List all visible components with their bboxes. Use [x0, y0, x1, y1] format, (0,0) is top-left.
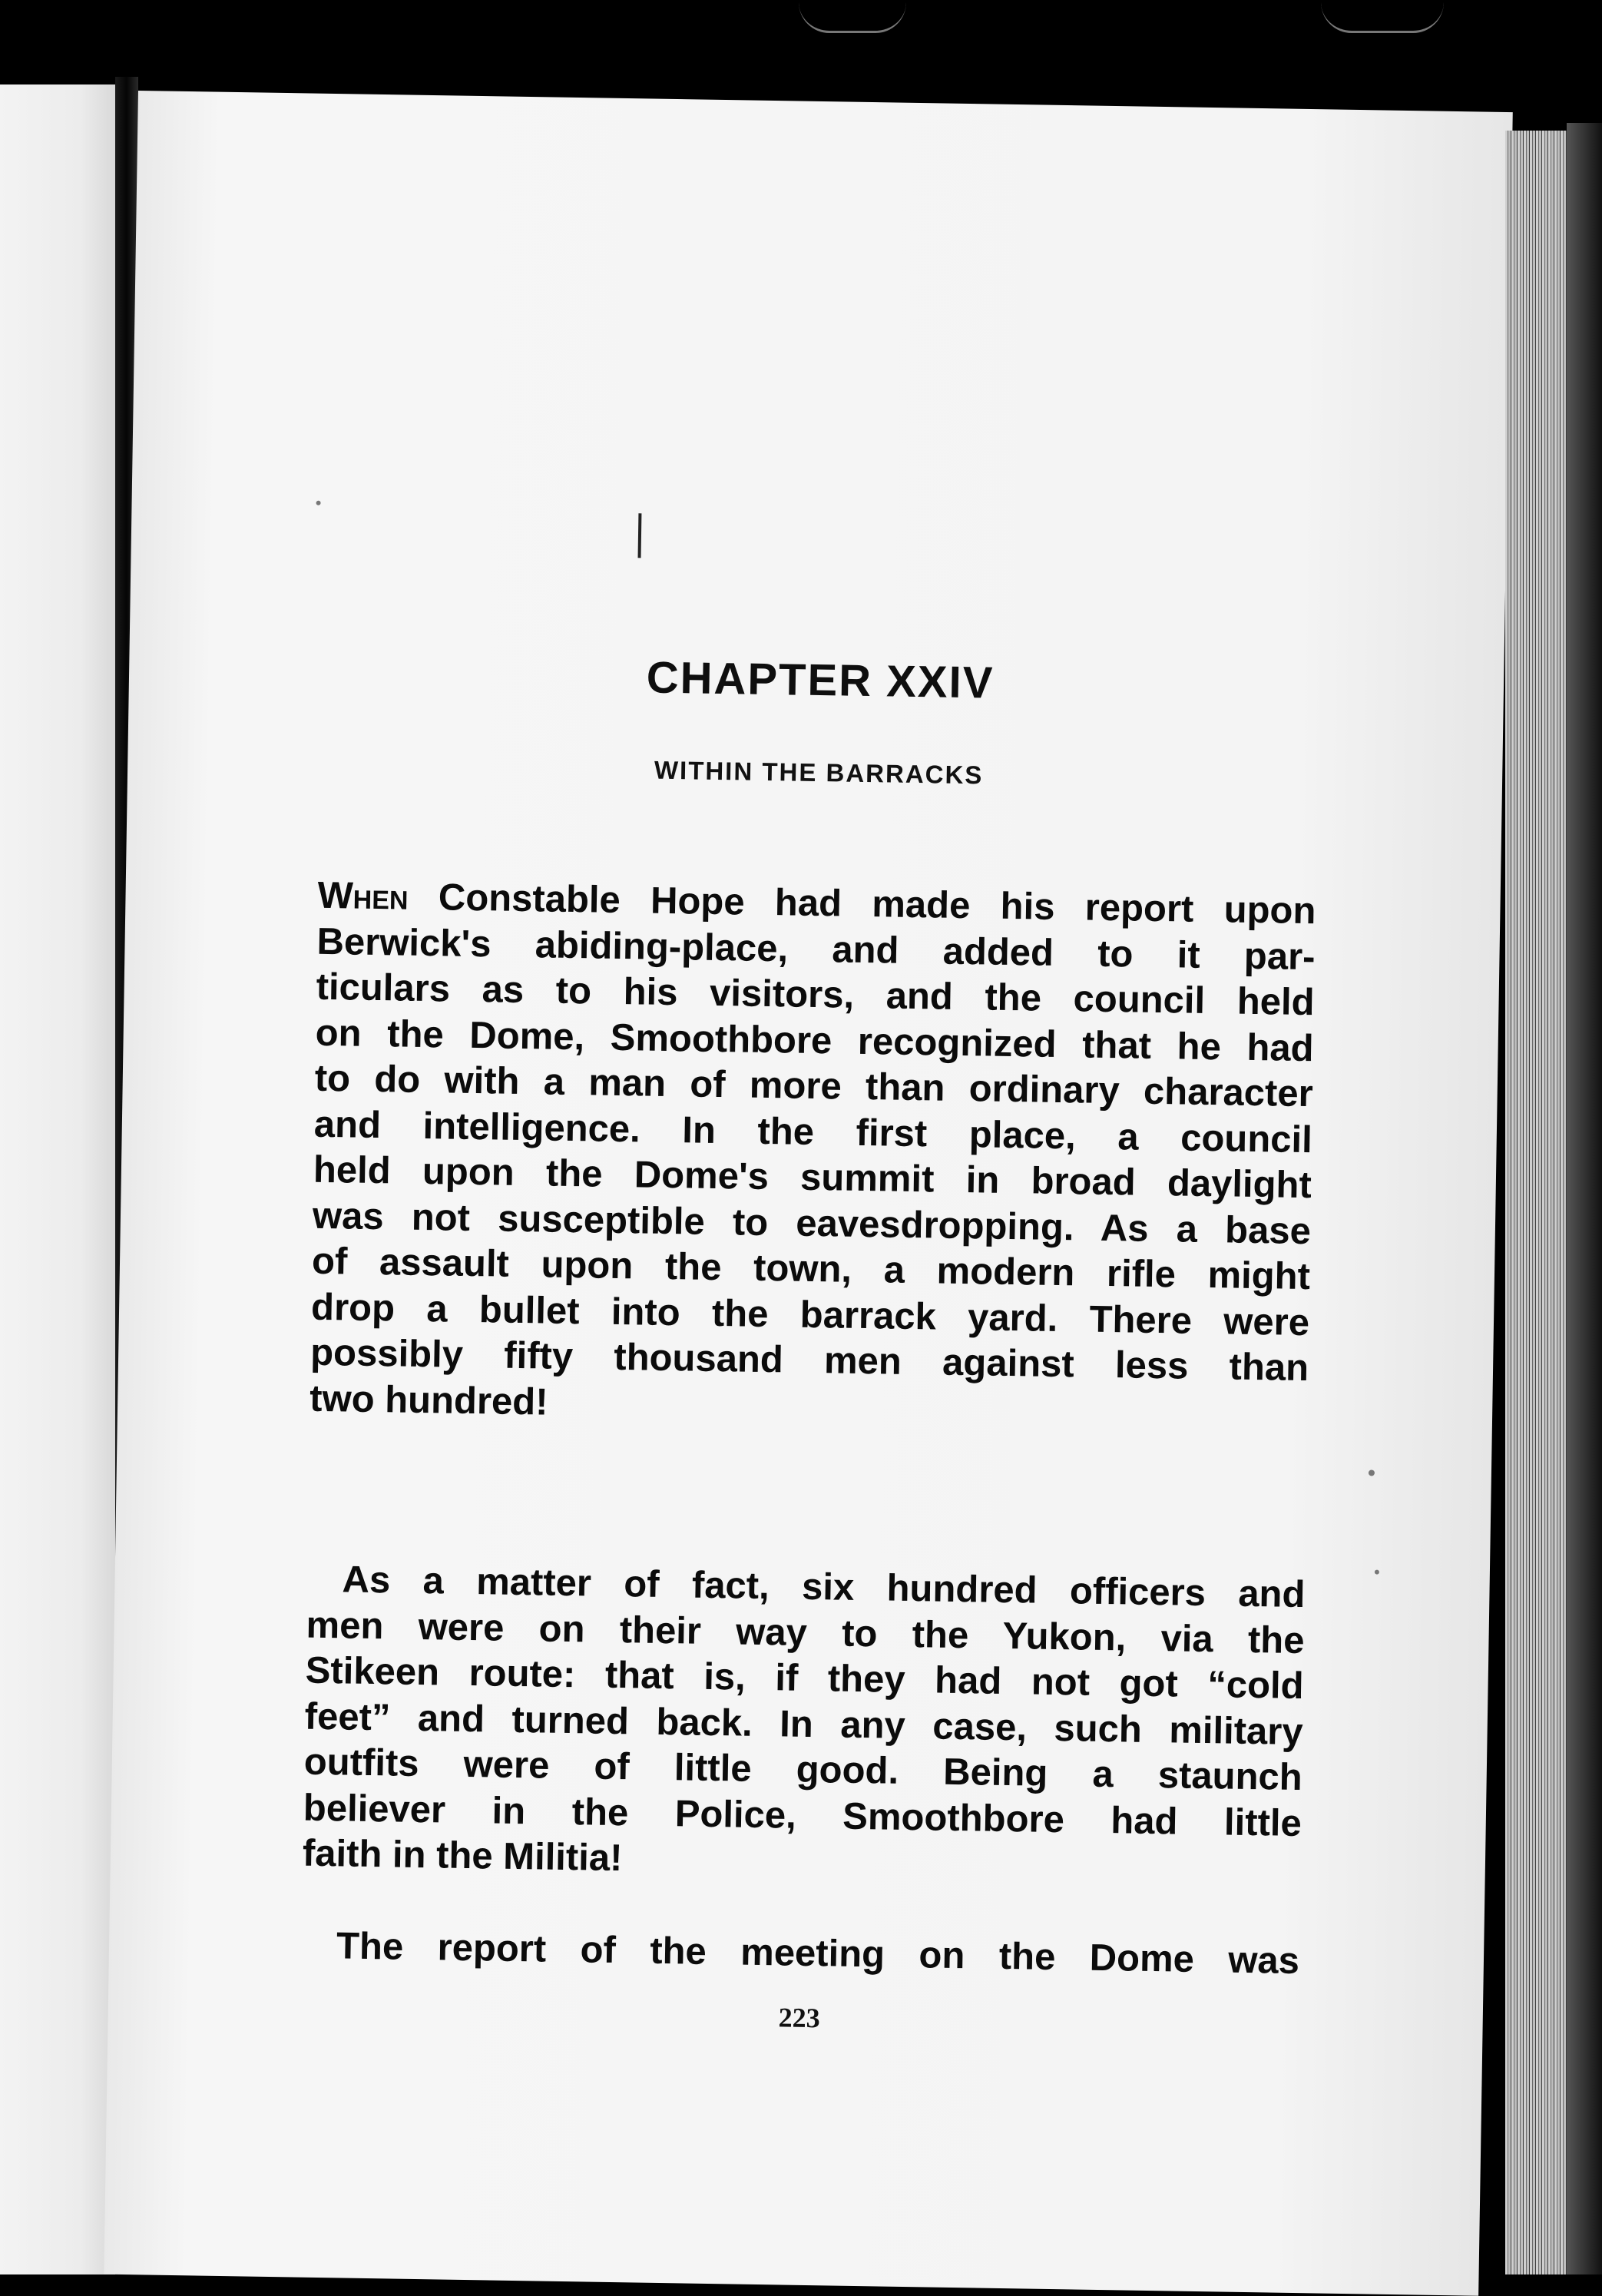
page-speck: [316, 501, 321, 505]
text-line: outfits were of little good. Being a staunch: [303, 1741, 1303, 1799]
page-speck: [1375, 1570, 1379, 1575]
top-scrawl: [799, 0, 906, 33]
text-line: possibly fifty thousand men against less than: [309, 1331, 1309, 1390]
text-line: to do with a man of more than ordinary character: [314, 1057, 1314, 1115]
book-page: [104, 91, 1512, 2296]
page-number: 223: [778, 2002, 821, 2034]
text-line: ticulars as to his visitors, and the council held: [316, 966, 1315, 1024]
facing-page-edge: [0, 84, 115, 2274]
text-line: As a matter of fact, six hundred officers and: [342, 1559, 1306, 1616]
text-line: Berwick's abiding-place, and added to it par-: [316, 920, 1316, 978]
text-line: was not susceptible to eavesdropping. As a base: [312, 1194, 1312, 1252]
paragraph: [309, 873, 1316, 1437]
paragraph: [301, 1923, 1300, 1985]
text-line: Stikeen route: that is, if they had not got “cold: [305, 1649, 1304, 1708]
page-edges-shadow: [1567, 123, 1602, 2274]
text-line-rest: Constable Hope had made his report upon: [408, 876, 1316, 933]
text-line: believer in the Police, Smoothbore had little: [303, 1787, 1302, 1844]
text-line: feet” and turned back. In any case, such military: [304, 1695, 1304, 1753]
text-line: and intelligence. In the first place, a council: [313, 1103, 1313, 1161]
text-line: on the Dome, Smoothbore recognized that he had: [315, 1012, 1315, 1069]
page-mark: [638, 513, 642, 558]
text-line: The report of the meeting on the Dome was: [336, 1925, 1300, 1983]
text-line: faith in the Militia!: [302, 1832, 623, 1880]
text-line: men were on their way to the Yukon, via the: [306, 1604, 1305, 1662]
top-scrawl-2: [1321, 0, 1444, 33]
paragraph: [303, 1557, 1306, 1893]
text-line: held upon the Dome's summit in broad daylight: [313, 1148, 1312, 1207]
text-block: [302, 94, 1329, 2034]
text-line: drop a bullet into the barrack yard. There were: [310, 1286, 1310, 1343]
page-speck: [1369, 1469, 1375, 1476]
text-line: two hundred!: [309, 1377, 548, 1423]
chapter-title: CHAPTER XXIV: [646, 652, 995, 708]
chapter-subtitle: WITHIN THE BARRACKS: [654, 755, 984, 790]
text-line: of assault upon the town, a modern rifle might: [311, 1240, 1311, 1298]
drop-lead-word: When: [317, 874, 409, 918]
